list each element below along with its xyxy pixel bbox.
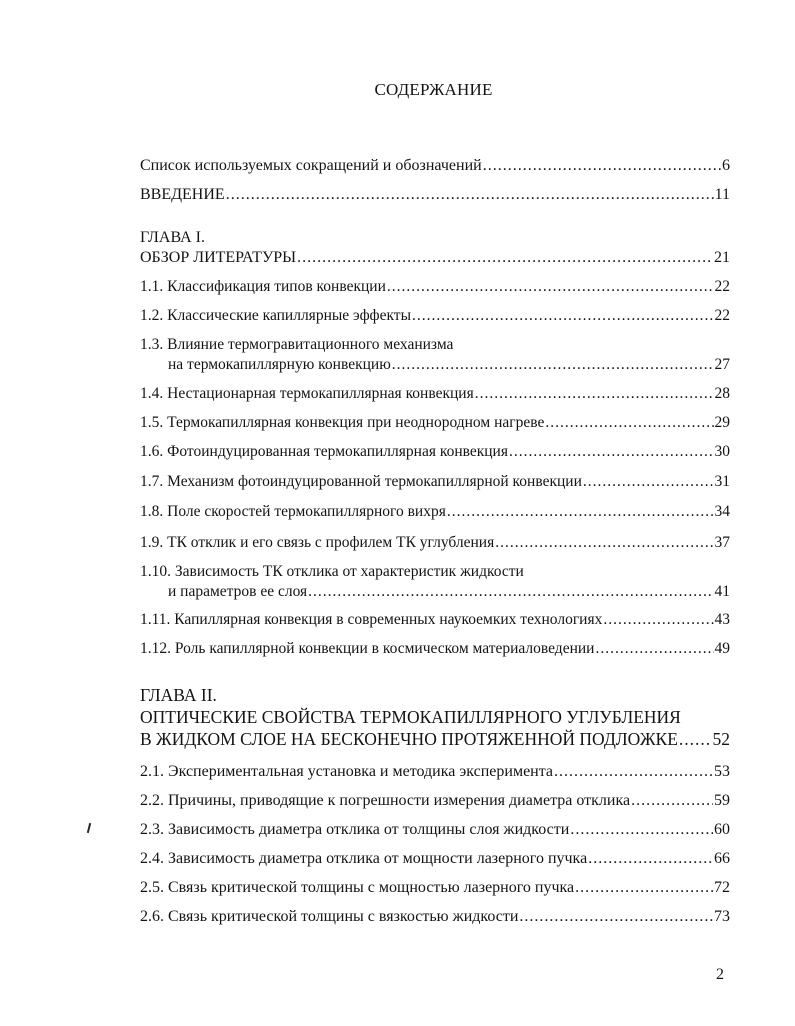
toc-entry-label: 1.2. Классические капиллярные эффекты — [140, 307, 411, 324]
toc-entry-page: 73 — [714, 908, 730, 925]
toc-entry — [140, 306, 730, 326]
leader-dots — [554, 762, 713, 782]
chapter-2-heading — [140, 684, 730, 750]
chapter-title: ОПТИЧЕСКИЕ СВОЙСТВА ТЕРМОКАПИЛЛЯРНОГО УГЛУБЛЕНИЯ — [140, 707, 681, 727]
chapter-heading-label: ГЛАВА I. — [140, 229, 205, 246]
toc-entry-page: 43 — [714, 611, 730, 628]
toc-entry — [140, 878, 730, 898]
toc-entry-label: Список используемых сокращений и обозначений — [140, 157, 482, 174]
leader-dots — [447, 502, 714, 522]
toc-entry-label: 1.9. ТК отклик и его связь с профилем ТК углубления — [140, 534, 495, 551]
page-title: СОДЕРЖАНИЕ — [374, 80, 493, 99]
toc-entry-page: 27 — [714, 356, 730, 373]
leader-dots — [387, 277, 714, 297]
toc-entry-page: 49 — [714, 640, 730, 657]
leader-dots — [519, 907, 713, 927]
leader-dots — [603, 610, 713, 630]
toc-entry-page: 22 — [714, 307, 730, 324]
toc-entry-label: 2.1. Экспериментальная установка и методика эксперимента — [140, 763, 554, 780]
toc-entry-label: 2.3. Зависимость диаметра отклика от толщины слоя жидкости — [140, 821, 570, 838]
leader-dots — [495, 533, 713, 553]
toc-entry — [140, 610, 730, 630]
chapter-1-heading — [140, 228, 730, 268]
toc-entry-label: 1.6. Фотоиндуцированная термокапиллярная конвекция — [140, 443, 508, 460]
chapter-title-continued: В ЖИДКОМ СЛОЕ НА БЕСКОНЕЧНО ПРОТЯЖЕННОЙ ПОДЛОЖКЕ — [140, 729, 678, 749]
scan-artifact — [87, 823, 91, 833]
toc-entry — [140, 907, 730, 927]
leader-dots — [509, 442, 714, 462]
toc-entry-page: 34 — [714, 503, 730, 520]
toc-entry-page: 11 — [714, 186, 730, 203]
toc-entry-label: 1.8. Поле скоростей термокапиллярного вихря — [140, 503, 446, 520]
chapter-title: ОБЗОР ЛИТЕРАТУРЫ — [140, 249, 297, 266]
leader-dots — [570, 820, 713, 840]
toc-entry-page: 66 — [714, 850, 730, 867]
toc-entry — [140, 849, 730, 869]
toc-entry-page: 53 — [714, 763, 730, 780]
toc-entry — [140, 639, 730, 659]
toc-entry — [140, 791, 730, 811]
toc-entry-page: 31 — [714, 473, 730, 490]
toc-entry-abbreviations — [140, 156, 730, 176]
toc-entry-page: 21 — [714, 249, 730, 266]
leader-dots — [595, 639, 713, 659]
toc-entry — [140, 820, 730, 840]
toc-entry-label: 2.2. Причины, приводящие к погрешности измерения диаметра отклика — [140, 792, 631, 809]
toc-entry-label-continued: и параметров ее слоя — [168, 583, 308, 600]
toc-entry-page: 22 — [714, 278, 730, 295]
toc-entry — [140, 413, 730, 433]
toc-entry-page: 52 — [712, 729, 730, 749]
toc-entry-label: 1.4. Нестационарная термокапиллярная конвекция — [140, 385, 474, 402]
toc-entry-label: ВВЕДЕНИЕ — [140, 186, 225, 203]
toc-entry-label: 2.4. Зависимость диаметра отклика от мощности лазерного пучка — [140, 850, 588, 867]
toc-entry-page: 59 — [714, 792, 730, 809]
toc-entry-label: 2.5. Связь критической толщины с мощностью лазерного пучка — [140, 879, 575, 896]
leader-dots — [545, 413, 713, 433]
toc-entry-label-continued: на термокапиллярную конвекцию — [168, 356, 391, 373]
leader-dots — [297, 248, 713, 268]
toc-entry — [140, 442, 730, 462]
page-number: 2 — [716, 966, 724, 983]
toc-entry-label: 1.3. Влияние термогравитационного механизма — [140, 336, 454, 353]
toc-entry-page: 60 — [714, 821, 730, 838]
leader-dots — [226, 185, 714, 205]
leader-dots — [575, 878, 713, 898]
leader-dots — [679, 728, 712, 750]
toc-entry-page: 6 — [722, 157, 730, 174]
chapter-heading-label: ГЛАВА II. — [140, 685, 217, 705]
toc-entry-page: 41 — [714, 583, 730, 600]
leader-dots — [583, 472, 714, 492]
toc-entry-label: 1.11. Капиллярная конвекция в современных наукоемких технологиях — [140, 611, 603, 628]
leader-dots — [475, 384, 714, 404]
toc-entry — [140, 533, 730, 553]
toc-entry-page: 29 — [714, 414, 730, 431]
toc-entry-page: 37 — [714, 534, 730, 551]
toc-entry — [140, 277, 730, 297]
toc-entry — [140, 384, 730, 404]
toc-entry — [140, 335, 730, 375]
toc-entry-label: 1.5. Термокапиллярная конвекция при неоднородном нагреве — [140, 414, 545, 431]
leader-dots — [631, 791, 713, 811]
toc-entry-page: 30 — [714, 443, 730, 460]
toc-entry-label: 2.6. Связь критической толщины с вязкостью жидкости — [140, 908, 519, 925]
leader-dots — [483, 156, 721, 176]
toc-entry-introduction — [140, 185, 730, 205]
toc-entry-page: 28 — [714, 385, 730, 402]
toc-entry — [140, 472, 730, 492]
toc-entry — [140, 502, 730, 522]
toc-entry-label: 1.10. Зависимость ТК отклика от характеристик жидкости — [140, 563, 524, 580]
toc-entry-label: 1.12. Роль капиллярной конвекции в космическом материаловедении — [140, 640, 595, 657]
leader-dots — [412, 306, 714, 326]
leader-dots — [588, 849, 713, 869]
toc-entry — [140, 762, 730, 782]
toc-entry-label: 1.7. Механизм фотоиндуцированной термокапиллярной конвекции — [140, 473, 582, 490]
toc-entry-label: 1.1. Классификация типов конвекции — [140, 278, 386, 295]
leader-dots — [392, 355, 714, 375]
toc-entry-page: 72 — [714, 879, 730, 896]
leader-dots — [308, 582, 713, 602]
toc-entry — [140, 562, 730, 602]
